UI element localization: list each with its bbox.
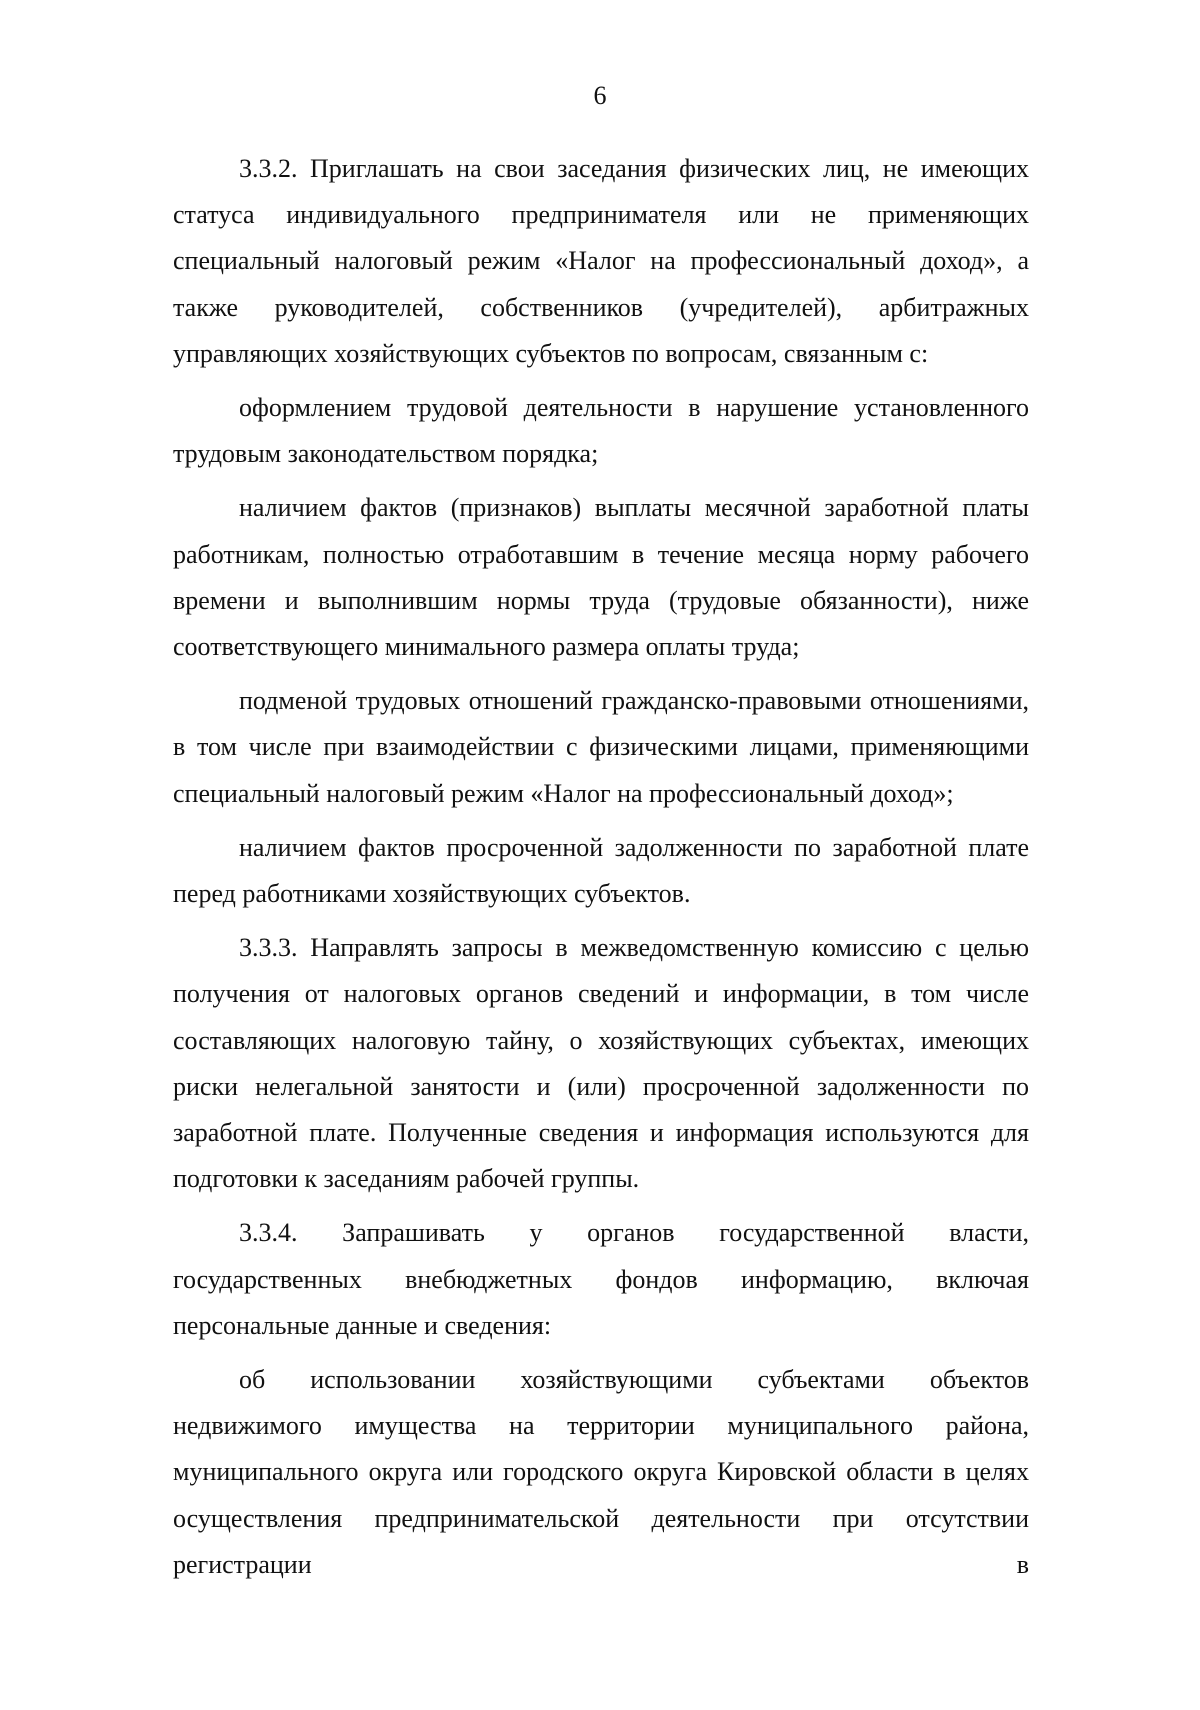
page-number: 6 [593, 81, 607, 110]
list-item-minimum-wage: наличием фактов (признаков) выплаты месячной заработной платы работникам, полностью отработавшим в течение месяца норму рабочего времени и выполнившим нормы труда (трудовые обязанности), ниже соответствующего минимального размера оплаты труда; [173, 493, 1029, 662]
paragraph-3-3-3: 3.3.3. Направлять запросы в межведомственную комиссию с целью получения от налоговых органов сведений и информации, в том числе составляющих налоговую тайну, о хозяйствующих субъектах, имеющих риски нелегальной занятости и (или) просроченной задолженности по заработной плате. Полученные сведения и информация используются для подготовки к заседаниям рабочей группы. [173, 933, 1029, 1194]
list-item-civil-law-substitution: подменой трудовых отношений гражданско-правовыми отношениями, в том числе при взаимодействии с физическими лицами, применяющими специальный налоговый режим «Налог на профессиональный доход»; [173, 686, 1029, 808]
paragraph-3-3-2: 3.3.2. Приглашать на свои заседания физических лиц, не имеющих статуса индивидуального предпринимателя или не применяющих специальный налоговый режим «Налог на профессиональный доход», а также руководителей, собственников (учредителей), арбитражных управляющих хозяйствующих субъектов по вопросам, связанным с: [173, 154, 1029, 368]
list-item-wage-arrears: наличием фактов просроченной задолженности по заработной плате перед работниками хозяйствующих субъектов. [173, 832, 1029, 909]
list-item-real-estate-use: об использовании хозяйствующими субъектами объектов недвижимого имущества на территории муниципального района, муниципального округа или городского округа Кировской области в целях осуществления предпринимательской деятельности при отсутствии регистрации в [173, 1365, 1029, 1579]
list-item-labor-registration: оформлением трудовой деятельности в нарушение установленного трудовым законодательством порядка; [173, 393, 1029, 469]
document-body [173, 146, 1029, 1588]
paragraph-3-3-4: 3.3.4. Запрашивать у органов государственной власти, государственных внебюджетных фондов информацию, включая персональные данные и сведения: [173, 1218, 1029, 1340]
